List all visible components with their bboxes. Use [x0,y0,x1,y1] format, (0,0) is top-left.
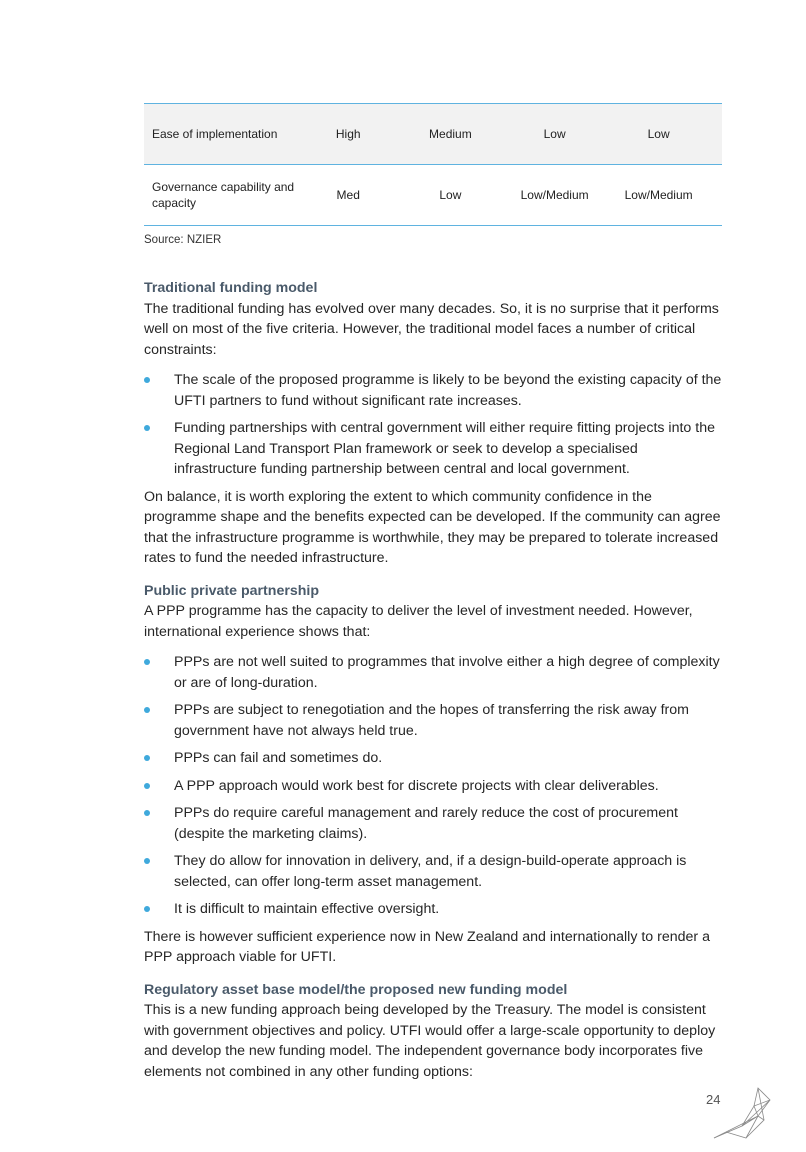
geometric-bird-logo-icon [712,1086,772,1142]
section-heading-traditional: Traditional funding model [144,280,318,296]
list-item: PPPs can fail and sometimes do. [144,748,722,769]
section-heading-rab: Regulatory asset base model/the proposed new funding model [144,981,568,998]
list-item: They do allow for innovation in delivery, and, if a design-build-operate approach is selected, can offer long-term asset management. [144,851,722,892]
bullet-icon [144,906,150,912]
table-cell: Med [310,165,387,226]
bullet-icon [144,659,150,665]
list-item: PPPs are not well suited to programmes that involve either a high degree of complexity or are of long-duration. [144,652,722,693]
paragraph: This is a new funding approach being developed by the Treasury. The model is consistent with government objectives and policy. UTFI would offer a large-scale opportunity to deploy and develop the new funding model. The independent governance body incorporates five elements not combined in any other funding options: [144,1002,716,1080]
paragraph: There is however sufficient experience now in New Zealand and internationally to render a PPP approach viable for UFTI. [144,928,710,965]
row-label: Ease of implementation [144,104,310,165]
table-cell: Low [514,104,595,165]
bullet-icon [144,858,150,864]
list-item: The scale of the proposed programme is likely to be beyond the existing capacity of the UFTI partners to fund without significant rate increases. [144,370,722,411]
table-source: Source: NZIER [144,234,222,246]
list-item: It is difficult to maintain effective oversight. [144,899,722,920]
section-heading-ppp: Public private partnership [144,582,320,599]
row-label: Governance capability and capacity [144,165,310,226]
bullet-icon [144,755,150,761]
table-cell: Low [387,165,514,226]
list-item: Funding partnerships with central government will either require fitting projects into the Regional Land Transport Plan framework or seek to develop a specialised infrastructure funding partnership between central and local government. [144,418,722,480]
bullet-icon [144,425,150,431]
bullet-icon [144,377,150,383]
bullet-icon [144,783,150,789]
bullet-icon [144,707,150,713]
bullet-list [144,370,722,480]
table-row [144,104,722,165]
comparison-table [144,103,722,226]
table-cell: Low/Medium [595,165,722,226]
list-item: PPPs are subject to renegotiation and the hopes of transferring the risk away from government have not always held true. [144,700,722,741]
table-cell: Low/Medium [514,165,595,226]
paragraph: On balance, it is worth exploring the extent to which community confidence in the programme shape and the benefits expected can be developed. If the community can agree that the infrastructure programme is worthwhile, they may be prepared to tolerate increased rates to fund the needed infrastructure. [144,488,721,566]
paragraph: The traditional funding has evolved over many decades. So, it is no surprise that it performs well on most of the five criteria. However, the traditional model faces a number of critical constraints: [144,300,719,358]
list-item: PPPs do require careful management and rarely reduce the cost of procurement (despite the marketing claims). [144,803,722,844]
table-cell: Medium [387,104,514,165]
table-row [144,165,722,226]
table-cell: Low [595,104,722,165]
page-number: 24 [706,1092,721,1107]
body-text [144,278,722,1082]
bullet-icon [144,810,150,816]
list-item: A PPP approach would work best for discrete projects with clear deliverables. [144,776,722,797]
paragraph: A PPP programme has the capacity to deliver the level of investment needed. However, international experience shows that: [144,603,693,640]
bullet-list [144,652,722,920]
table-cell: High [310,104,387,165]
